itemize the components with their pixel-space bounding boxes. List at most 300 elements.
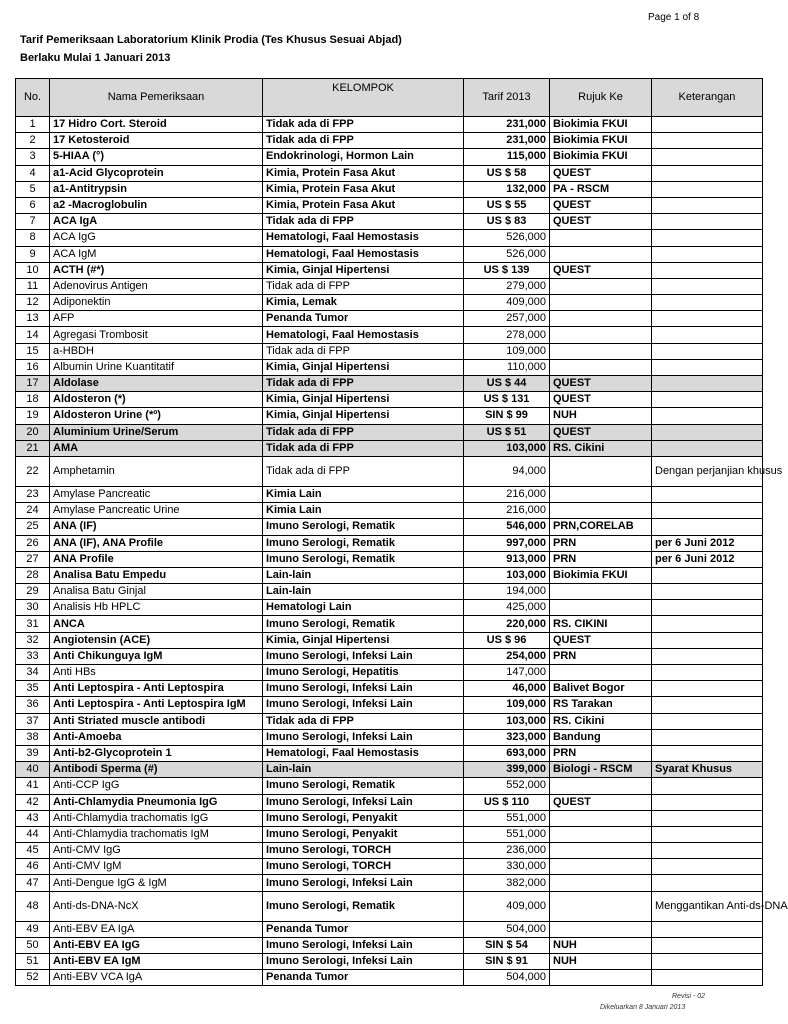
row-keterangan [652,729,763,745]
row-kelompok: Tidak ada di FPP [263,117,464,133]
table-row [16,486,763,502]
row-kelompok: Lain-lain [263,762,464,778]
row-rujuk-ke [550,230,652,246]
row-rujuk-ke [550,875,652,891]
row-no: 24 [16,503,50,519]
row-no: 23 [16,486,50,502]
table-row [16,535,763,551]
row-tarif: 109,000 [464,343,550,359]
row-tarif: 220,000 [464,616,550,632]
row-keterangan: per 6 Juni 2012 [652,551,763,567]
table-row [16,181,763,197]
table-row [16,311,763,327]
row-nama-pemeriksaan: Amylase Pancreatic [50,486,263,502]
row-nama-pemeriksaan: Aldosteron Urine (*º) [50,408,263,424]
row-rujuk-ke: PRN,CORELAB [550,519,652,535]
row-rujuk-ke: Biokimia FKUI [550,149,652,165]
row-tarif: 693,000 [464,745,550,761]
row-rujuk-ke: Biologi - RSCM [550,762,652,778]
row-rujuk-ke: PRN [550,745,652,761]
row-nama-pemeriksaan: Anti-EBV EA IgA [50,921,263,937]
row-kelompok: Kimia, Lemak [263,295,464,311]
row-keterangan [652,875,763,891]
row-nama-pemeriksaan: ANA (IF), ANA Profile [50,535,263,551]
row-rujuk-ke: QUEST [550,214,652,230]
table-row [16,665,763,681]
table-row [16,954,763,970]
row-nama-pemeriksaan: Albumin Urine Kuantitatif [50,359,263,375]
row-rujuk-ke [550,843,652,859]
row-kelompok: Kimia, Ginjal Hipertensi [263,392,464,408]
row-tarif: 147,000 [464,665,550,681]
row-no: 26 [16,535,50,551]
row-keterangan [652,424,763,440]
row-nama-pemeriksaan: Aluminium Urine/Serum [50,424,263,440]
row-tarif: 552,000 [464,778,550,794]
row-no: 13 [16,311,50,327]
row-rujuk-ke: Balivet Bogor [550,681,652,697]
tariff-table [15,78,788,986]
row-tarif: 236,000 [464,843,550,859]
row-rujuk-ke [550,503,652,519]
row-rujuk-ke: RS. Cikini [550,713,652,729]
row-rujuk-ke: QUEST [550,392,652,408]
row-no: 38 [16,729,50,745]
row-keterangan [652,826,763,842]
table-row [16,392,763,408]
row-no: 33 [16,648,50,664]
row-kelompok: Lain-lain [263,567,464,583]
row-tarif: 216,000 [464,486,550,502]
row-keterangan [652,745,763,761]
table-row [16,440,763,456]
row-keterangan [652,794,763,810]
row-nama-pemeriksaan: Anti Striated muscle antibodi [50,713,263,729]
row-no: 47 [16,875,50,891]
row-tarif: 551,000 [464,810,550,826]
row-tarif: 46,000 [464,681,550,697]
row-nama-pemeriksaan: AMA [50,440,263,456]
row-rujuk-ke: Biokimia FKUI [550,567,652,583]
row-keterangan [652,778,763,794]
row-nama-pemeriksaan: Anti-Chlamydia trachomatis IgM [50,826,263,842]
table-row [16,810,763,826]
row-no: 46 [16,859,50,875]
row-keterangan [652,311,763,327]
row-kelompok: Imuno Serologi, TORCH [263,859,464,875]
row-nama-pemeriksaan: ACTH (#*) [50,262,263,278]
row-nama-pemeriksaan: Anti-EBV EA IgM [50,954,263,970]
row-nama-pemeriksaan: ACA IgM [50,246,263,262]
row-nama-pemeriksaan: Anti Chikunguya IgM [50,648,263,664]
row-rujuk-ke: PRN [550,535,652,551]
row-nama-pemeriksaan: Analisa Batu Empedu [50,567,263,583]
row-keterangan [652,133,763,149]
row-rujuk-ke: RS. CIKINI [550,616,652,632]
row-no: 14 [16,327,50,343]
row-rujuk-ke [550,311,652,327]
row-nama-pemeriksaan: Anti-b2-Glycoprotein 1 [50,745,263,761]
row-nama-pemeriksaan: Anti-ds-DNA-NcX [50,891,263,921]
table-row [16,921,763,937]
row-keterangan [652,937,763,953]
row-kelompok: Imuno Serologi, Rematik [263,891,464,921]
table-row [16,359,763,375]
row-keterangan [652,197,763,213]
table-row [16,503,763,519]
row-kelompok: Penanda Tumor [263,970,464,986]
document-title: Tarif Pemeriksaan Laboratorium Klinik Prodia (Tes Khusus Sesuai Abjad) [20,34,402,46]
row-no: 48 [16,891,50,921]
row-tarif: US $ 58 [464,165,550,181]
table-row [16,729,763,745]
row-rujuk-ke [550,859,652,875]
row-tarif: 504,000 [464,970,550,986]
row-nama-pemeriksaan: Anti-Dengue IgG & IgM [50,875,263,891]
row-kelompok: Imuno Serologi, TORCH [263,843,464,859]
row-tarif: 194,000 [464,584,550,600]
row-rujuk-ke [550,486,652,502]
row-kelompok: Kimia, Protein Fasa Akut [263,181,464,197]
row-kelompok: Lain-lain [263,584,464,600]
table-row [16,408,763,424]
row-nama-pemeriksaan: Antibodi Sperma (#) [50,762,263,778]
table-row [16,826,763,842]
table-row [16,424,763,440]
row-keterangan [652,408,763,424]
row-rujuk-ke: NUH [550,954,652,970]
row-no: 39 [16,745,50,761]
row-rujuk-ke [550,584,652,600]
table-row [16,778,763,794]
row-kelompok: Hematologi, Faal Hemostasis [263,745,464,761]
row-tarif: 546,000 [464,519,550,535]
table-row [16,713,763,729]
row-nama-pemeriksaan: 17 Hidro Cort. Steroid [50,117,263,133]
row-kelompok: Imuno Serologi, Infeksi Lain [263,729,464,745]
row-rujuk-ke: PRN [550,551,652,567]
row-no: 10 [16,262,50,278]
row-kelompok: Tidak ada di FPP [263,278,464,294]
row-nama-pemeriksaan: Adiponektin [50,295,263,311]
row-no: 37 [16,713,50,729]
table-row [16,970,763,986]
table-row [16,745,763,761]
row-kelompok: Tidak ada di FPP [263,376,464,392]
table-row [16,246,763,262]
row-tarif: 399,000 [464,762,550,778]
row-no: 25 [16,519,50,535]
row-tarif: SIN $ 91 [464,954,550,970]
row-keterangan [652,810,763,826]
row-nama-pemeriksaan: Anti Leptospira - Anti Leptospira IgM [50,697,263,713]
row-kelompok: Imuno Serologi, Infeksi Lain [263,681,464,697]
row-no: 45 [16,843,50,859]
row-keterangan [652,117,763,133]
row-tarif: 231,000 [464,133,550,149]
row-kelompok: Imuno Serologi, Rematik [263,519,464,535]
row-keterangan [652,359,763,375]
row-tarif: 409,000 [464,891,550,921]
row-keterangan [652,584,763,600]
row-keterangan: per 6 Juni 2012 [652,535,763,551]
table-row [16,794,763,810]
row-nama-pemeriksaan: Analisis Hb HPLC [50,600,263,616]
row-keterangan [652,970,763,986]
header-nama: Nama Pemeriksaan [50,79,263,117]
row-nama-pemeriksaan: ANA (IF) [50,519,263,535]
row-keterangan [652,486,763,502]
row-no: 42 [16,794,50,810]
row-no: 51 [16,954,50,970]
row-keterangan [652,230,763,246]
table-row [16,875,763,891]
row-nama-pemeriksaan: Amphetamin [50,456,263,486]
row-no: 19 [16,408,50,424]
table-row [16,648,763,664]
row-nama-pemeriksaan: ANCA [50,616,263,632]
row-nama-pemeriksaan: Anti-Chlamydia Pneumonia IgG [50,794,263,810]
row-rujuk-ke [550,327,652,343]
row-kelompok: Imuno Serologi, Penyakit [263,810,464,826]
row-tarif: 504,000 [464,921,550,937]
row-nama-pemeriksaan: Anti-CMV IgG [50,843,263,859]
row-kelompok: Imuno Serologi, Rematik [263,535,464,551]
row-keterangan [652,327,763,343]
row-kelompok: Imuno Serologi, Rematik [263,616,464,632]
row-nama-pemeriksaan: Angiotensin (ACE) [50,632,263,648]
row-tarif: 997,000 [464,535,550,551]
row-tarif: 115,000 [464,149,550,165]
row-kelompok: Imuno Serologi, Rematik [263,778,464,794]
table-row [16,262,763,278]
row-tarif: SIN $ 99 [464,408,550,424]
row-tarif: 551,000 [464,826,550,842]
row-tarif: 526,000 [464,230,550,246]
row-keterangan [652,616,763,632]
row-keterangan [652,503,763,519]
row-rujuk-ke [550,246,652,262]
row-kelompok: Imuno Serologi, Infeksi Lain [263,875,464,891]
row-rujuk-ke: PRN [550,648,652,664]
row-nama-pemeriksaan: Anti-Chlamydia trachomatis IgG [50,810,263,826]
footer-revision: Revisi - 02 [672,993,706,1000]
row-rujuk-ke: RS Tarakan [550,697,652,713]
row-nama-pemeriksaan: Analisa Batu Ginjal [50,584,263,600]
row-rujuk-ke: QUEST [550,197,652,213]
row-no: 31 [16,616,50,632]
header-keterangan: Keterangan [652,79,763,117]
table-row [16,149,763,165]
row-no: 21 [16,440,50,456]
row-kelompok: Imuno Serologi, Infeksi Lain [263,794,464,810]
row-tarif: US $ 83 [464,214,550,230]
table-row [16,937,763,953]
row-kelompok: Kimia, Ginjal Hipertensi [263,408,464,424]
row-kelompok: Kimia, Ginjal Hipertensi [263,262,464,278]
row-tarif: 110,000 [464,359,550,375]
row-kelompok: Penanda Tumor [263,921,464,937]
table-row [16,551,763,567]
row-rujuk-ke [550,921,652,937]
row-kelompok: Endokrinologi, Hormon Lain [263,149,464,165]
row-nama-pemeriksaan: Aldosteron (*) [50,392,263,408]
row-no: 43 [16,810,50,826]
row-kelompok: Tidak ada di FPP [263,456,464,486]
row-keterangan [652,262,763,278]
row-no: 44 [16,826,50,842]
row-keterangan [652,376,763,392]
row-keterangan [652,246,763,262]
row-tarif: 103,000 [464,567,550,583]
row-keterangan [652,214,763,230]
row-tarif: 278,000 [464,327,550,343]
row-tarif: 409,000 [464,295,550,311]
table-row [16,376,763,392]
row-nama-pemeriksaan: Adenovirus Antigen [50,278,263,294]
row-tarif: 132,000 [464,181,550,197]
row-kelompok: Kimia Lain [263,486,464,502]
row-no: 28 [16,567,50,583]
row-rujuk-ke: Biokimia FKUI [550,133,652,149]
row-kelompok: Kimia Lain [263,503,464,519]
row-tarif: 231,000 [464,117,550,133]
row-keterangan [652,392,763,408]
row-tarif: 109,000 [464,697,550,713]
row-no: 15 [16,343,50,359]
table-row [16,278,763,294]
row-keterangan [652,681,763,697]
row-no: 12 [16,295,50,311]
row-rujuk-ke [550,600,652,616]
row-nama-pemeriksaan: ACA IgA [50,214,263,230]
row-kelompok: Imuno Serologi, Infeksi Lain [263,937,464,953]
row-tarif: 103,000 [464,440,550,456]
row-no: 41 [16,778,50,794]
row-rujuk-ke: QUEST [550,262,652,278]
table-row [16,843,763,859]
row-rujuk-ke: NUH [550,408,652,424]
row-tarif: 526,000 [464,246,550,262]
table-row [16,165,763,181]
row-nama-pemeriksaan: Anti-Amoeba [50,729,263,745]
row-kelompok: Tidak ada di FPP [263,133,464,149]
row-no: 9 [16,246,50,262]
row-no: 3 [16,149,50,165]
row-rujuk-ke [550,778,652,794]
row-no: 4 [16,165,50,181]
row-no: 52 [16,970,50,986]
row-rujuk-ke [550,891,652,921]
row-kelompok: Tidak ada di FPP [263,440,464,456]
row-kelompok: Hematologi, Faal Hemostasis [263,246,464,262]
row-tarif: 323,000 [464,729,550,745]
row-tarif: US $ 139 [464,262,550,278]
row-kelompok: Hematologi, Faal Hemostasis [263,230,464,246]
row-no: 30 [16,600,50,616]
row-keterangan [652,165,763,181]
row-no: 5 [16,181,50,197]
row-rujuk-ke: RS. Cikini [550,440,652,456]
row-rujuk-ke: Bandung [550,729,652,745]
row-no: 27 [16,551,50,567]
row-nama-pemeriksaan: ANA Profile [50,551,263,567]
row-kelompok: Kimia, Ginjal Hipertensi [263,359,464,375]
row-nama-pemeriksaan: Anti-CMV IgM [50,859,263,875]
row-nama-pemeriksaan: AFP [50,311,263,327]
row-keterangan [652,632,763,648]
row-nama-pemeriksaan: a1-Antitrypsin [50,181,263,197]
row-kelompok: Kimia, Protein Fasa Akut [263,165,464,181]
row-kelompok: Hematologi, Faal Hemostasis [263,327,464,343]
table-row [16,133,763,149]
row-tarif: 254,000 [464,648,550,664]
row-no: 18 [16,392,50,408]
table-row [16,295,763,311]
row-no: 34 [16,665,50,681]
row-keterangan [652,697,763,713]
table-header-row [16,79,763,117]
row-rujuk-ke: QUEST [550,376,652,392]
table-row [16,681,763,697]
row-kelompok: Kimia, Ginjal Hipertensi [263,632,464,648]
row-tarif: 279,000 [464,278,550,294]
row-kelompok: Penanda Tumor [263,311,464,327]
row-tarif: 216,000 [464,503,550,519]
row-keterangan [652,954,763,970]
row-nama-pemeriksaan: Anti-CCP IgG [50,778,263,794]
row-tarif: 103,000 [464,713,550,729]
row-no: 32 [16,632,50,648]
row-tarif: US $ 51 [464,424,550,440]
row-nama-pemeriksaan: Anti-EBV EA IgG [50,937,263,953]
row-nama-pemeriksaan: Anti HBs [50,665,263,681]
row-nama-pemeriksaan: 5-HIAA (°) [50,149,263,165]
row-rujuk-ke [550,665,652,681]
row-keterangan [652,665,763,681]
row-keterangan: Dengan perjanjian khusus [652,456,763,486]
row-no: 20 [16,424,50,440]
row-tarif: 94,000 [464,456,550,486]
row-rujuk-ke: QUEST [550,632,652,648]
row-kelompok: Tidak ada di FPP [263,343,464,359]
header-no: No. [16,79,50,117]
row-keterangan [652,278,763,294]
table-row [16,327,763,343]
row-rujuk-ke: Biokimia FKUI [550,117,652,133]
row-kelompok: Tidak ada di FPP [263,713,464,729]
row-rujuk-ke: QUEST [550,165,652,181]
row-no: 16 [16,359,50,375]
row-keterangan [652,295,763,311]
row-nama-pemeriksaan: Amylase Pancreatic Urine [50,503,263,519]
row-rujuk-ke [550,826,652,842]
row-keterangan [652,859,763,875]
row-no: 1 [16,117,50,133]
row-no: 40 [16,762,50,778]
row-no: 36 [16,697,50,713]
row-keterangan: Menggantikan Anti-ds-DNA [652,891,763,921]
row-nama-pemeriksaan: a2 -Macroglobulin [50,197,263,213]
row-keterangan [652,843,763,859]
row-nama-pemeriksaan: Agregasi Trombosit [50,327,263,343]
row-rujuk-ke: QUEST [550,424,652,440]
row-rujuk-ke [550,343,652,359]
table-row [16,859,763,875]
table-row [16,343,763,359]
table-row [16,632,763,648]
row-nama-pemeriksaan: ACA IgG [50,230,263,246]
